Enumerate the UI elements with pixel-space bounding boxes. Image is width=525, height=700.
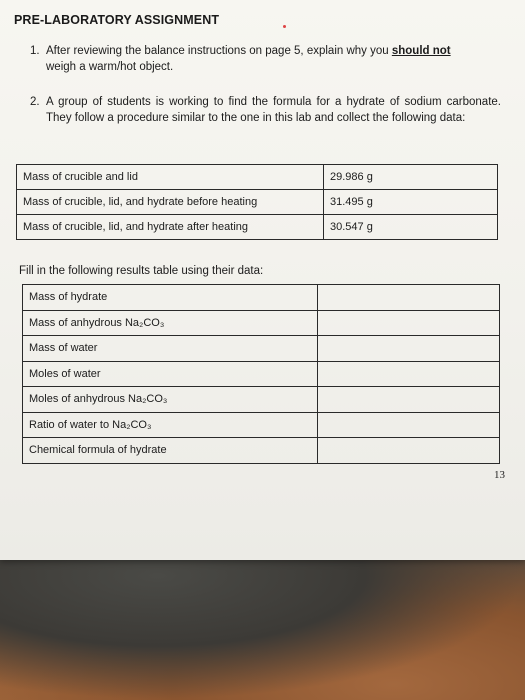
results-table bbox=[22, 284, 500, 464]
row-label: Mass of crucible, lid, and hydrate before heating bbox=[17, 190, 324, 215]
row-value: 30.547 g bbox=[324, 215, 498, 240]
row-label: Moles of water bbox=[23, 361, 318, 387]
row-label: Mass of anhydrous Na₂CO₃ bbox=[23, 310, 318, 336]
results-row bbox=[23, 285, 500, 311]
results-row bbox=[23, 361, 500, 387]
row-value: 31.495 g bbox=[324, 190, 498, 215]
red-dot-mark bbox=[283, 25, 286, 28]
row-label: Chemical formula of hydrate bbox=[23, 438, 318, 464]
row-label: Mass of hydrate bbox=[23, 285, 318, 311]
data-row bbox=[17, 165, 498, 190]
results-row bbox=[23, 438, 500, 464]
row-label: Moles of anhydrous Na₂CO₃ bbox=[23, 387, 318, 413]
row-value[interactable] bbox=[318, 387, 500, 413]
question-text: A group of students is working to find the formula for a hydrate of sodium carbonate. They follow a procedure similar to the one in this lab and collect the following data: bbox=[46, 96, 501, 124]
question-text-part: weigh a warm/hot object. bbox=[46, 61, 174, 73]
results-row bbox=[23, 310, 500, 336]
row-value[interactable] bbox=[318, 438, 500, 464]
results-row bbox=[23, 336, 500, 362]
experiment-data-table bbox=[16, 164, 498, 240]
row-label: Ratio of water to Na₂CO₃ bbox=[23, 412, 318, 438]
emphasis-text: should not bbox=[391, 45, 451, 57]
row-value[interactable] bbox=[318, 361, 500, 387]
row-value[interactable] bbox=[318, 336, 500, 362]
question-text-part: After reviewing the balance instructions on page 5, explain why you bbox=[46, 45, 392, 57]
row-label: Mass of water bbox=[23, 336, 318, 362]
question-text bbox=[46, 43, 501, 75]
fill-instruction: Fill in the following results table using their data: bbox=[19, 265, 264, 277]
row-label: Mass of crucible, lid, and hydrate after heating bbox=[17, 215, 324, 240]
question-number: 1. bbox=[30, 45, 40, 57]
page-number: 13 bbox=[494, 469, 505, 481]
row-value[interactable] bbox=[318, 310, 500, 336]
question-number: 2. bbox=[30, 96, 40, 108]
row-label: Mass of crucible and lid bbox=[17, 165, 324, 190]
row-value[interactable] bbox=[318, 412, 500, 438]
row-value[interactable] bbox=[318, 285, 500, 311]
row-value: 29.986 g bbox=[324, 165, 498, 190]
data-row bbox=[17, 190, 498, 215]
background-fabric bbox=[0, 545, 525, 700]
page-heading: PRE-LABORATORY ASSIGNMENT bbox=[14, 13, 220, 27]
results-row bbox=[23, 412, 500, 438]
results-row bbox=[23, 387, 500, 413]
data-row bbox=[17, 215, 498, 240]
